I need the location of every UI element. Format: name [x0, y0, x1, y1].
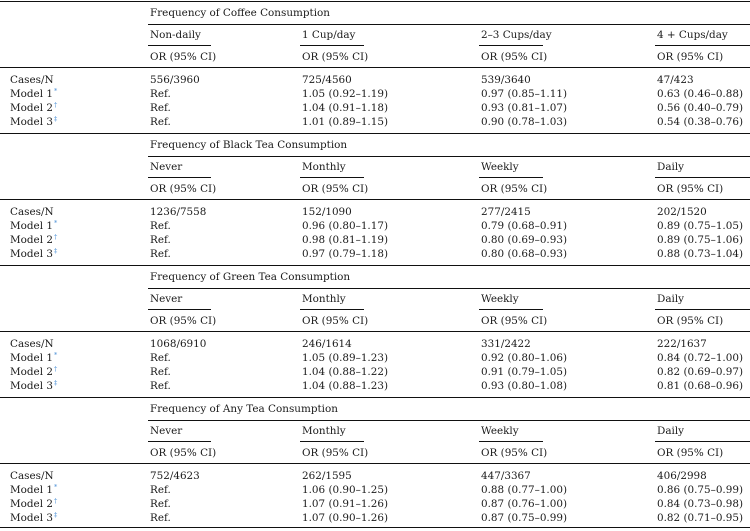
row-label: Model 2†	[10, 101, 58, 114]
table-cell: 556/3960	[150, 74, 200, 86]
header-rule	[0, 199, 750, 200]
table-cell: 752/4623	[150, 470, 200, 482]
table-cell: 262/1595	[302, 470, 352, 482]
category-rule	[300, 441, 364, 442]
table-cell: 331/2422	[481, 338, 531, 350]
or-ci-header: OR (95% CI)	[302, 183, 369, 195]
category-header: 4 + Cups/day	[657, 29, 728, 41]
or-ci-header: OR (95% CI)	[150, 315, 217, 327]
table-cell: 1.07 (0.91–1.26)	[302, 498, 389, 510]
section-title: Frequency of Black Tea Consumption	[150, 139, 348, 151]
category-header: Weekly	[481, 161, 519, 173]
footnote-mark: *	[53, 219, 58, 227]
or-ci-header: OR (95% CI)	[481, 51, 548, 63]
or-ci-header: OR (95% CI)	[302, 51, 369, 63]
table-cell: 0.92 (0.80–1.06)	[481, 352, 568, 364]
table-cell: Ref.	[150, 88, 171, 100]
row-label: Model 1*	[10, 87, 58, 100]
table-cell: 277/2415	[481, 206, 531, 218]
footnote-mark: ‡	[53, 115, 58, 123]
row-label: Model 2†	[10, 497, 58, 510]
category-header: Monthly	[302, 425, 346, 437]
table-cell: 246/1614	[302, 338, 352, 350]
footnote-mark: *	[53, 351, 58, 359]
row-label: Model 1*	[10, 219, 58, 232]
or-ci-header: OR (95% CI)	[150, 447, 217, 459]
footnote-mark: †	[53, 101, 58, 109]
any-tea-section	[0, 396, 750, 528]
header-rule	[0, 463, 750, 464]
table-cell: 0.81 (0.68–0.96)	[657, 380, 744, 392]
category-rule	[148, 309, 211, 310]
table-cell: 0.63 (0.46–0.88)	[657, 88, 744, 100]
category-rule	[479, 177, 543, 178]
row-label: Cases/N	[10, 338, 54, 350]
table-cell: 1.01 (0.89–1.15)	[302, 116, 389, 128]
row-label: Model 1*	[10, 351, 58, 364]
category-header: Never	[150, 425, 183, 437]
table-cell: 0.82 (0.69–0.97)	[657, 366, 744, 378]
table-cell: 0.80 (0.69–0.93)	[481, 234, 568, 246]
title-rule	[148, 156, 750, 157]
table-cell: Ref.	[150, 220, 171, 232]
category-header: Never	[150, 293, 183, 305]
black-tea-section	[0, 132, 750, 264]
table-cell: 0.54 (0.38–0.76)	[657, 116, 744, 128]
section-title: Frequency of Coffee Consumption	[150, 7, 330, 19]
table-cell: 725/4560	[302, 74, 352, 86]
table-cell: 1.07 (0.90–1.26)	[302, 512, 389, 524]
footnote-mark: †	[53, 233, 58, 241]
table-cell: 0.98 (0.81–1.19)	[302, 234, 389, 246]
table-cell: 47/423	[657, 74, 694, 86]
table-cell: 0.82 (0.71–0.95)	[657, 512, 744, 524]
table-cell: 0.97 (0.79–1.18)	[302, 248, 389, 260]
title-rule	[148, 288, 750, 289]
section-top-rule	[0, 1, 750, 2]
table-cell: 1.04 (0.88–1.22)	[302, 366, 389, 378]
table-cell: 1.05 (0.92–1.19)	[302, 88, 389, 100]
row-label: Model 2†	[10, 365, 58, 378]
row-label: Model 2†	[10, 233, 58, 246]
row-label: Model 3‡	[10, 511, 58, 524]
or-ci-header: OR (95% CI)	[481, 183, 548, 195]
footnote-mark: ‡	[53, 379, 58, 387]
table-cell: Ref.	[150, 380, 171, 392]
table-cell: Ref.	[150, 234, 171, 246]
category-header: Monthly	[302, 161, 346, 173]
category-rule	[655, 45, 750, 46]
title-rule	[148, 24, 750, 25]
table-cell: 0.90 (0.78–1.03)	[481, 116, 568, 128]
table-cell: 0.93 (0.80–1.08)	[481, 380, 568, 392]
table-cell: 0.89 (0.75–1.05)	[657, 220, 744, 232]
category-header: 2–3 Cups/day	[481, 29, 552, 41]
table-cell: Ref.	[150, 484, 171, 496]
table-cell: Ref.	[150, 116, 171, 128]
section-top-rule	[0, 265, 750, 266]
or-ci-header: OR (95% CI)	[481, 315, 548, 327]
category-header: Daily	[657, 425, 685, 437]
table-cell: Ref.	[150, 102, 171, 114]
table-cell: 0.96 (0.80–1.17)	[302, 220, 389, 232]
row-label: Model 1*	[10, 483, 58, 496]
or-ci-header: OR (95% CI)	[302, 315, 369, 327]
table-cell: 0.79 (0.68–0.91)	[481, 220, 568, 232]
category-rule	[300, 45, 364, 46]
or-ci-header: OR (95% CI)	[150, 183, 217, 195]
table-cell: 406/2998	[657, 470, 707, 482]
footnote-mark: †	[53, 497, 58, 505]
or-ci-header: OR (95% CI)	[657, 51, 724, 63]
table-cell: Ref.	[150, 352, 171, 364]
table-cell: 0.88 (0.77–1.00)	[481, 484, 568, 496]
table-cell: 0.80 (0.68–0.93)	[481, 248, 568, 260]
category-rule	[148, 441, 211, 442]
category-rule	[148, 177, 211, 178]
table-cell: Ref.	[150, 498, 171, 510]
footnote-mark: *	[53, 87, 58, 95]
table-cell: 0.84 (0.73–0.98)	[657, 498, 744, 510]
table-cell: Ref.	[150, 366, 171, 378]
row-label: Model 3‡	[10, 115, 58, 128]
table-cell: 0.86 (0.75–0.99)	[657, 484, 744, 496]
table-cell: 1.04 (0.88–1.23)	[302, 380, 389, 392]
row-label: Cases/N	[10, 74, 54, 86]
table-cell: 0.88 (0.73–1.04)	[657, 248, 744, 260]
header-rule	[0, 67, 750, 68]
title-rule	[148, 420, 750, 421]
row-label: Cases/N	[10, 206, 54, 218]
category-header: Weekly	[481, 425, 519, 437]
table-cell: 1.04 (0.91–1.18)	[302, 102, 389, 114]
footnote-mark: ‡	[53, 247, 58, 255]
row-label: Model 3‡	[10, 247, 58, 260]
category-rule	[655, 309, 750, 310]
table-cell: Ref.	[150, 248, 171, 260]
green-tea-section	[0, 264, 750, 396]
table-cell: 1068/6910	[150, 338, 207, 350]
section-top-rule	[0, 397, 750, 398]
footnote-mark: ‡	[53, 511, 58, 519]
table-cell: 0.93 (0.81–1.07)	[481, 102, 568, 114]
coffee-section	[0, 0, 750, 132]
table-cell: 0.89 (0.75–1.06)	[657, 234, 744, 246]
or-ci-header: OR (95% CI)	[150, 51, 217, 63]
table-cell: 0.84 (0.72–1.00)	[657, 352, 744, 364]
or-ci-header: OR (95% CI)	[657, 447, 724, 459]
footnote-mark: *	[53, 483, 58, 491]
table-cell: 202/1520	[657, 206, 707, 218]
section-title: Frequency of Any Tea Consumption	[150, 403, 338, 415]
category-header: Never	[150, 161, 183, 173]
table-cell: 0.87 (0.76–1.00)	[481, 498, 568, 510]
or-ci-header: OR (95% CI)	[657, 315, 724, 327]
section-top-rule	[0, 133, 750, 134]
section-title: Frequency of Green Tea Consumption	[150, 271, 351, 283]
table-cell: 539/3640	[481, 74, 531, 86]
category-rule	[655, 177, 750, 178]
category-header: Monthly	[302, 293, 346, 305]
category-header: Non-daily	[150, 29, 201, 41]
category-rule	[655, 441, 750, 442]
row-label: Model 3‡	[10, 379, 58, 392]
or-ci-header: OR (95% CI)	[657, 183, 724, 195]
category-rule	[300, 309, 364, 310]
category-header: 1 Cup/day	[302, 29, 356, 41]
category-rule	[300, 177, 364, 178]
table-cell: 0.91 (0.79–1.05)	[481, 366, 568, 378]
category-header: Weekly	[481, 293, 519, 305]
category-rule	[479, 441, 543, 442]
header-rule	[0, 331, 750, 332]
table-cell: 1236/7558	[150, 206, 207, 218]
table-cell: 222/1637	[657, 338, 707, 350]
table-cell: 0.97 (0.85–1.11)	[481, 88, 568, 100]
category-rule	[479, 309, 543, 310]
row-label: Cases/N	[10, 470, 54, 482]
table-cell: 152/1090	[302, 206, 352, 218]
category-header: Daily	[657, 293, 685, 305]
or-ci-header: OR (95% CI)	[302, 447, 369, 459]
table-cell: 0.56 (0.40–0.79)	[657, 102, 744, 114]
table-cell: 0.87 (0.75–0.99)	[481, 512, 568, 524]
category-header: Daily	[657, 161, 685, 173]
category-rule	[148, 45, 211, 46]
table-cell: 1.05 (0.89–1.23)	[302, 352, 389, 364]
table-cell: Ref.	[150, 512, 171, 524]
table-cell: 1.06 (0.90–1.25)	[302, 484, 389, 496]
or-ci-header: OR (95% CI)	[481, 447, 548, 459]
table-bottom-rule	[0, 527, 750, 528]
footnote-mark: †	[53, 365, 58, 373]
category-rule	[479, 45, 543, 46]
table-cell: 447/3367	[481, 470, 531, 482]
